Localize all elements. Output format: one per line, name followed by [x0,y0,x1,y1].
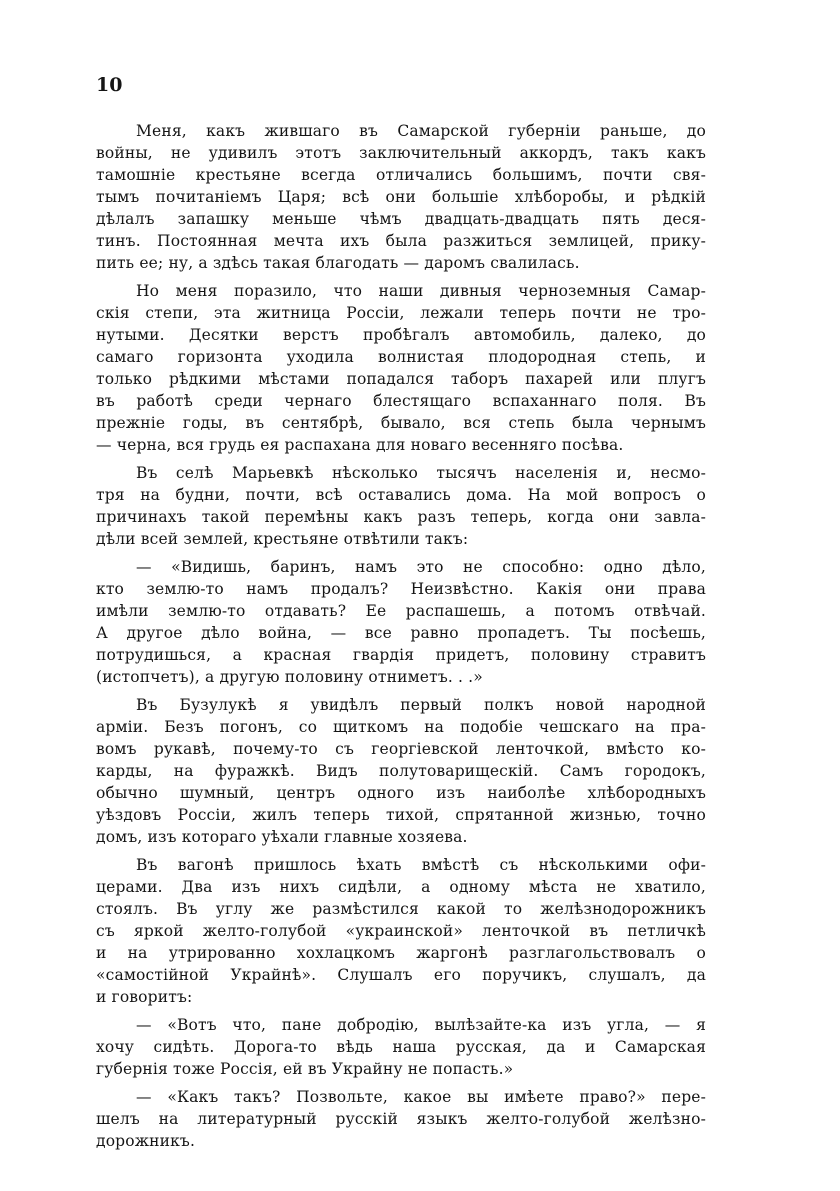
text-line: и на утрированно хохлацкомъ жаргонѣ разглагольствовалъ о [96,944,706,962]
text-line: только рѣдкими мѣстами попадался таборъ пахарей или плугъ [96,370,706,388]
text-line: арміи. Безъ погонъ, со щиткомъ на подобіе чешскаго на пра- [96,718,706,736]
text-line: (истопчетъ), а другую половину отниметъ. . .» [96,668,483,686]
text-line: губернія тоже Россія, ей въ Украйну не попасть.» [96,1060,514,1078]
text-line: Меня, какъ жившаго въ Самарской губерніи раньше, до [136,122,706,140]
text-line: и говоритъ: [96,988,193,1006]
text-line: Въ Бузулукѣ я увидѣлъ первый полкъ новой народной [136,696,706,714]
paragraph [96,854,706,1008]
text-line: войны, не удивилъ этотъ заключительный аккордъ, такъ какъ [96,144,706,162]
page-number: 10 [96,74,123,96]
text-line: тинъ. Постоянная мечта ихъ была разжиться землицей, прику- [96,232,706,250]
text-line: прежніе годы, въ сентябрѣ, бывало, вся степь была чернымъ [96,414,706,432]
text-line: Но меня поразило, что наши дивныя черноземныя Самар- [136,282,706,300]
paragraph [96,1014,706,1080]
text-line: причинахъ такой перемѣны какъ разъ теперь, когда они завла- [96,508,706,526]
paragraph [96,462,706,550]
text-line: стоялъ. Въ углу же размѣстился какой то желѣзнодорожникъ [96,900,706,918]
text-line: съ яркой желто-голубой «украинской» ленточкой въ петличкѣ [96,922,706,940]
text-line: хочу сидѣть. Дорога-то вѣдь наша русская, да и Самарская [96,1038,706,1056]
text-line: дорожникъ. [96,1132,196,1150]
text-line: дѣлалъ запашку меньше чѣмъ двадцать-двадцать пять деся- [96,210,706,228]
page-body-text [96,120,706,1158]
text-line: дѣли всей землей, крестьяне отвѣтили такъ: [96,530,469,548]
text-line: «самостійной Украйнѣ». Слушалъ его поручикъ, слушалъ, да [96,966,706,984]
text-line: карды, на фуражкѣ. Видъ полутоварищескій. Самъ городокъ, [96,762,706,780]
text-line: пить ее; ну, а здѣсь такая благодать — даромъ свалилась. [96,254,580,272]
text-line: вомъ рукавѣ, почему-то съ георгіевской ленточкой, вмѣсто ко- [96,740,706,758]
text-line: въ работѣ среди чернаго блестящаго вспаханнаго поля. Въ [96,392,706,410]
text-line: имѣли землю-то отдавать? Ее распашешь, а потомъ отвѣчай. [96,602,706,620]
text-line: домъ, изъ котораго уѣхали главные хозяева. [96,828,468,846]
text-line: — «Какъ такъ? Позвольте, какое вы имѣете право?» пере- [136,1088,706,1106]
text-line: тря на будни, почти, всѣ оставались дома. На мой вопросъ о [96,486,706,504]
text-line: — «Видишь, баринъ, намъ это не способно: одно дѣло, [136,558,706,576]
text-line: Въ вагонѣ пришлось ѣхать вмѣстѣ съ нѣсколькими офи- [136,856,706,874]
paragraph [96,280,706,456]
text-line: А другое дѣло война, — все равно пропадетъ. Ты посѣешь, [96,624,706,642]
text-line: нутыми. Десятки верстъ пробѣгалъ автомобиль, далеко, до [96,326,706,344]
text-line: Въ селѣ Марьевкѣ нѣсколько тысячъ населенія и, несмо- [136,464,706,482]
paragraph [96,694,706,848]
text-line: — черна, вся грудь ея распахана для новаго весенняго посѣва. [96,436,624,454]
text-line: самаго горизонта уходила волнистая плодородная степь, и [96,348,706,366]
paragraph [96,1086,706,1152]
text-line: кто землю-то намъ продалъ? Неизвѣстно. Какія они права [96,580,706,598]
text-line: тымъ почитаніемъ Царя; всѣ они большіе хлѣборобы, и рѣдкій [96,188,706,206]
text-line: шелъ на литературный русскій языкъ желто-голубой желѣзно- [96,1110,706,1128]
text-line: тамошніе крестьяне всегда отличались большимъ, почти свя- [96,166,706,184]
paragraph [96,556,706,688]
text-line: потрудишься, а красная гвардія придетъ, половину стравитъ [96,646,706,664]
text-line: уѣздовъ Россіи, жилъ теперь тихой, спрятанной жизнью, точно [96,806,706,824]
text-line: — «Вотъ что, пане добродію, вылѣзайте-ка изъ угла, — я [136,1016,706,1034]
text-line: церами. Два изъ нихъ сидѣли, а одному мѣста не хватило, [96,878,706,896]
text-line: обычно шумный, центръ одного изъ наиболѣе хлѣбородныхъ [96,784,706,802]
paragraph [96,120,706,274]
text-line: скія степи, эта житница Россіи, лежали теперь почти не тро- [96,304,706,322]
